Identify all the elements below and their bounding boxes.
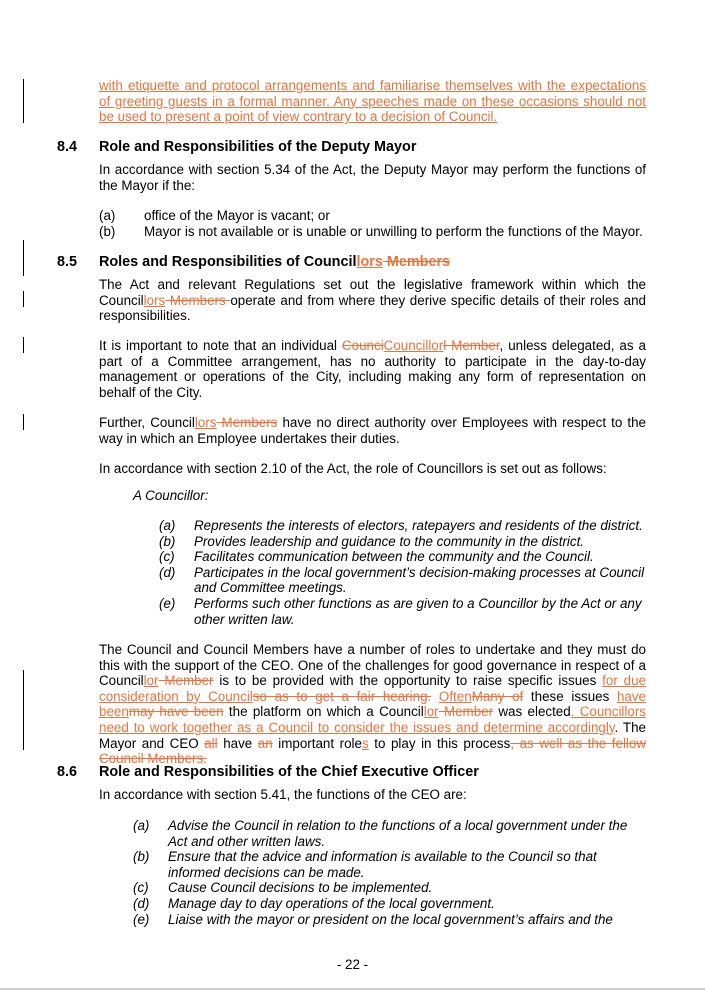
list-item-text: Performs such other functions as are given to a Councillor by the Act or any other written law. bbox=[194, 595, 642, 627]
list-item bbox=[159, 534, 649, 550]
change-bar bbox=[23, 79, 24, 123]
text-run bbox=[431, 689, 439, 704]
list-item-label: (b) bbox=[99, 223, 116, 239]
deleted-text: an bbox=[257, 735, 273, 751]
authority-paragraph bbox=[99, 415, 646, 446]
list-item bbox=[133, 818, 648, 849]
individual-councillor-paragraph bbox=[99, 338, 646, 400]
list-item-text: Manage day to day operations of the local government. bbox=[168, 895, 495, 911]
list-item bbox=[133, 912, 648, 928]
list-item-text: Represents the interests of electors, ratepayers and residents of the district. bbox=[194, 518, 643, 533]
councillor-list-heading: A Councillor: bbox=[133, 488, 209, 503]
list-item-label: (e) bbox=[159, 595, 176, 611]
list-item bbox=[99, 208, 659, 224]
inserted-text: lors bbox=[194, 415, 217, 430]
text-run: . The Mayor and CEO bbox=[99, 719, 647, 751]
ceo-functions-paragraph: In accordance with section 5.41, the functions of the CEO are: bbox=[99, 787, 467, 802]
change-bar bbox=[23, 414, 24, 430]
list-item-label: (a) bbox=[99, 208, 116, 223]
inserted-text: Councillor bbox=[383, 338, 444, 353]
text-run: It is important to note that an individual bbox=[99, 338, 342, 353]
section-number: 8.5 bbox=[57, 254, 78, 270]
text-run: important role bbox=[272, 735, 362, 751]
deleted-text: so as to get a fair hearing. bbox=[252, 688, 432, 704]
text-run: to play in this process bbox=[368, 735, 511, 751]
text-run: Further, Council bbox=[99, 415, 195, 430]
deputy-mayor-list bbox=[99, 208, 659, 239]
list-item bbox=[133, 849, 648, 880]
list-item bbox=[159, 596, 649, 627]
list-item-label: (b) bbox=[133, 849, 150, 865]
change-bar bbox=[23, 240, 24, 276]
deleted-text: all bbox=[204, 735, 218, 751]
list-item-label: (d) bbox=[133, 895, 150, 911]
text-run: is to be provided with the opportunity to raise specific issues bbox=[213, 673, 603, 689]
list-item-text: Provides leadership and guidance to the community in the district. bbox=[194, 533, 585, 549]
text-run: , unless delegated, as a part of a Committee arrangement, has no authority to participate in the day-to-day management or operations of the City, including making any form of representation on behalf of the City. bbox=[99, 338, 646, 400]
list-item-text: Participates in the local government’s decision-making processes at Council and Committee meetings. bbox=[194, 564, 645, 596]
text-run: Roles and Responsibilities of Council bbox=[99, 254, 357, 270]
list-item bbox=[159, 565, 649, 596]
deleted-text: Members bbox=[382, 254, 451, 270]
list-item-text: Mayor is not available or is unable or unwilling to perform the functions of the Mayor. bbox=[144, 223, 643, 239]
deleted-text: Member bbox=[158, 673, 214, 689]
inserted-text: . Councillors need to work together as a Council to consider the issues and determine accordingly bbox=[99, 704, 646, 735]
section-title bbox=[99, 254, 450, 271]
list-item-text: office of the Mayor is vacant; or bbox=[144, 208, 330, 223]
list-item bbox=[99, 224, 659, 240]
section-number: 8.6 bbox=[57, 764, 78, 780]
change-bar bbox=[23, 291, 24, 307]
list-item-label: (a) bbox=[133, 818, 150, 833]
inserted-text: lor bbox=[143, 673, 159, 689]
list-item-text: Ensure that the advice and information is available to the Council so that informed decisions can be made. bbox=[168, 849, 597, 880]
inserted-text: with etiquette and protocol arrangements and familiarise themselves with the expectations of greeting guests in a formal manner. Any speeches made on these occasions should not be used to present a point of view contrary to a decision of Council. bbox=[99, 78, 646, 125]
deputy-mayor-paragraph: In accordance with section 5.34 of the Act, the Deputy Mayor may perform the functions of the Mayor if the: bbox=[99, 162, 646, 193]
inserted-text: lors bbox=[356, 254, 383, 270]
list-item bbox=[159, 549, 649, 565]
text-run: the platform on which a Council bbox=[223, 704, 424, 720]
change-bar bbox=[23, 670, 24, 750]
deleted-text: may have been bbox=[128, 704, 224, 720]
page-bottom-border bbox=[0, 988, 705, 990]
list-item bbox=[133, 880, 648, 896]
deleted-text: Members bbox=[216, 415, 278, 430]
governance-paragraph bbox=[99, 642, 646, 767]
text-run: have bbox=[217, 735, 258, 751]
list-item-label: (b) bbox=[159, 533, 176, 549]
councillor-roles-list bbox=[159, 518, 649, 627]
text-run: The Act and relevant Regulations set out the legislative framework within which the Council bbox=[99, 277, 646, 308]
ceo-functions-list bbox=[133, 818, 648, 927]
section-title: Role and Responsibilities of the Chief Executive Officer bbox=[99, 764, 479, 780]
intro-paragraph bbox=[99, 78, 646, 125]
inserted-text: lor bbox=[423, 704, 439, 720]
inserted-text: s bbox=[361, 735, 369, 751]
text-run: operate and from where they derive specific details of their roles and responsibilities. bbox=[99, 292, 647, 324]
deleted-text: Members bbox=[165, 292, 231, 308]
deleted-text: l Member bbox=[443, 338, 500, 353]
list-item-label: (e) bbox=[133, 911, 150, 927]
section-number: 8.4 bbox=[57, 139, 78, 155]
list-item-text: Facilitates communication between the community and the Council. bbox=[194, 549, 594, 565]
list-item-label: (c) bbox=[159, 549, 175, 565]
deleted-text: , as well as the fellow Council Members. bbox=[99, 735, 647, 767]
inserted-text: have been bbox=[99, 688, 646, 720]
list-item-text: Cause Council decisions to be implemented. bbox=[168, 880, 433, 896]
list-item-label: (a) bbox=[159, 518, 176, 533]
page-number: - 22 - bbox=[336, 957, 369, 972]
list-item bbox=[133, 896, 648, 912]
change-bar bbox=[23, 337, 24, 353]
text-run: was elected bbox=[493, 704, 571, 720]
section-title: Role and Responsibilities of the Deputy Mayor bbox=[99, 139, 417, 155]
section-2-10-paragraph: In accordance with section 2.10 of the Act, the role of Councillors is set out as follows: bbox=[99, 461, 607, 476]
list-item bbox=[159, 518, 649, 534]
inserted-text: Often bbox=[438, 688, 472, 704]
text-run: these issues bbox=[523, 688, 617, 704]
deleted-text: Member bbox=[438, 704, 494, 720]
legislative-framework-paragraph bbox=[99, 277, 646, 324]
deleted-text: Many of bbox=[471, 688, 524, 704]
text-run: The Council and Council Members have a number of roles to undertake and they must do this with the support of the CEO. One of the challenges for good governance in respect of a Council bbox=[99, 642, 646, 689]
list-item-text: Liaise with the mayor or president on the local government’s affairs and the bbox=[168, 911, 613, 927]
inserted-text: lors bbox=[143, 292, 166, 308]
list-item-label: (c) bbox=[133, 880, 149, 896]
inserted-text: for due consideration by Council bbox=[99, 673, 646, 704]
list-item-text: Advise the Council in relation to the functions of a local government under the Act and other written laws. bbox=[168, 818, 628, 849]
list-item-label: (d) bbox=[159, 564, 176, 580]
deleted-text: Counci bbox=[341, 338, 384, 353]
text-run: have no direct authority over Employees with respect to the way in which an Employee undertakes their duties. bbox=[99, 415, 646, 446]
